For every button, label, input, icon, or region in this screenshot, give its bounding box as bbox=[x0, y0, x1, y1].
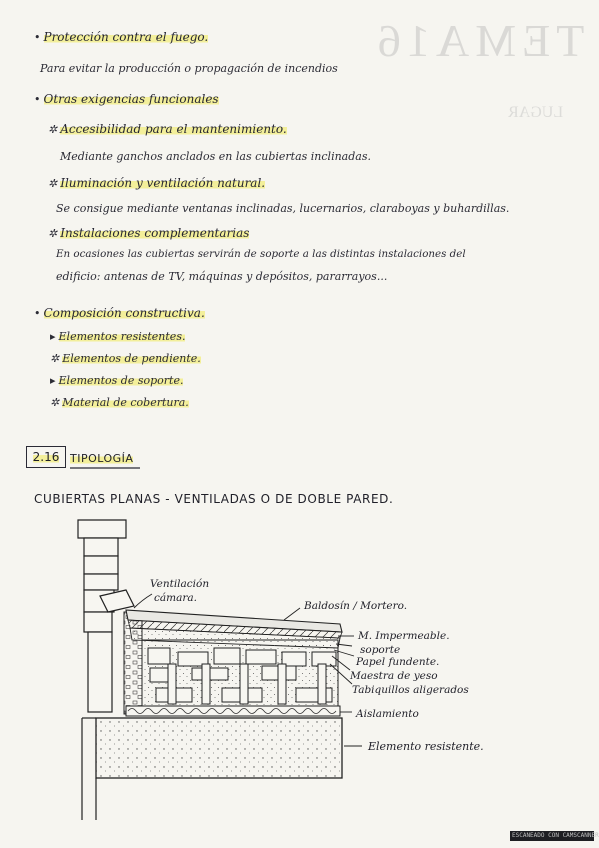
text-lighting: Se consigue mediante ventanas inclinadas, lucernarios, claraboyas y buhardillas. bbox=[56, 202, 510, 215]
bullet-star: ✲ bbox=[48, 123, 58, 136]
heading-accessibility-text: Accesibilidad para el mantenimiento. bbox=[60, 122, 287, 136]
text-installations-1: En ocasiones las cubiertas servirán de soporte a las distintas instalaciones del bbox=[56, 248, 466, 260]
label-melting-paper: Papel fundente. bbox=[356, 656, 440, 668]
bullet-star: ✲ bbox=[48, 227, 58, 240]
structural-slab bbox=[82, 718, 342, 820]
label-plaster-guide: Maestra de yeso bbox=[350, 670, 438, 682]
heading-other-requirements-text: Otras exigencias funcionales bbox=[43, 92, 219, 106]
label-waterproof: M. Impermeable. bbox=[358, 630, 450, 642]
label-chamber: cámara. bbox=[154, 592, 197, 604]
label-insulation: Aislamiento bbox=[356, 708, 419, 720]
insulation-layer bbox=[126, 706, 340, 716]
list-item-text: Elementos de pendiente. bbox=[62, 352, 201, 365]
diagram-subtitle: CUBIERTAS PLANAS - VENTILADAS O DE DOBLE PARED. bbox=[34, 492, 394, 506]
list-item-text: Elementos de soporte. bbox=[58, 374, 184, 387]
list-item-text: Material de cobertura. bbox=[62, 396, 189, 409]
heading-installations-text: Instalaciones complementarias bbox=[60, 226, 250, 240]
label-ventilation: Ventilación bbox=[150, 578, 210, 590]
heading-fire-protection-text: Protección contra el fuego. bbox=[43, 30, 209, 44]
bullet-star: ✲ bbox=[50, 352, 60, 365]
label-tile-mortar: Baldosín / Mortero. bbox=[304, 600, 408, 612]
bullet-arrow: ▸ bbox=[50, 330, 56, 343]
bullet-star: ✲ bbox=[50, 396, 60, 409]
label-structural-element: Elemento resistente. bbox=[368, 740, 484, 753]
bullet-dot: • bbox=[34, 31, 41, 44]
label-support: soporte bbox=[360, 644, 401, 656]
scanner-watermark-text: ESCANEADO CON CAMSCANNER bbox=[512, 832, 599, 839]
light-partitions bbox=[142, 640, 338, 706]
text-installations-2: edificio: antenas de TV, máquinas y depósitos, pararrayos... bbox=[56, 270, 388, 283]
bullet-dot: • bbox=[34, 93, 41, 106]
section-number: 2.16 bbox=[32, 450, 60, 464]
label-partitions: Tabiquillos aligerados bbox=[352, 684, 469, 696]
section-title-text: TIPOLOGÍA bbox=[70, 452, 134, 465]
heading-lighting-text: Iluminación y ventilación natural. bbox=[60, 176, 266, 190]
heading-composition-text: Composición constructiva. bbox=[43, 306, 205, 320]
bleed-through-small: LUGAR bbox=[508, 104, 564, 121]
list-item-text: Elementos resistentes. bbox=[58, 330, 186, 343]
bullet-arrow: ▸ bbox=[50, 374, 56, 387]
text-fire-protection: Para evitar la producción o propagación de incendios bbox=[40, 62, 338, 75]
bleed-through-heading: TEMA16 bbox=[372, 15, 585, 66]
bullet-dot: • bbox=[34, 307, 41, 320]
bullet-star: ✲ bbox=[48, 177, 58, 190]
text-accessibility: Mediante ganchos anclados en las cubiertas inclinadas. bbox=[60, 150, 371, 163]
